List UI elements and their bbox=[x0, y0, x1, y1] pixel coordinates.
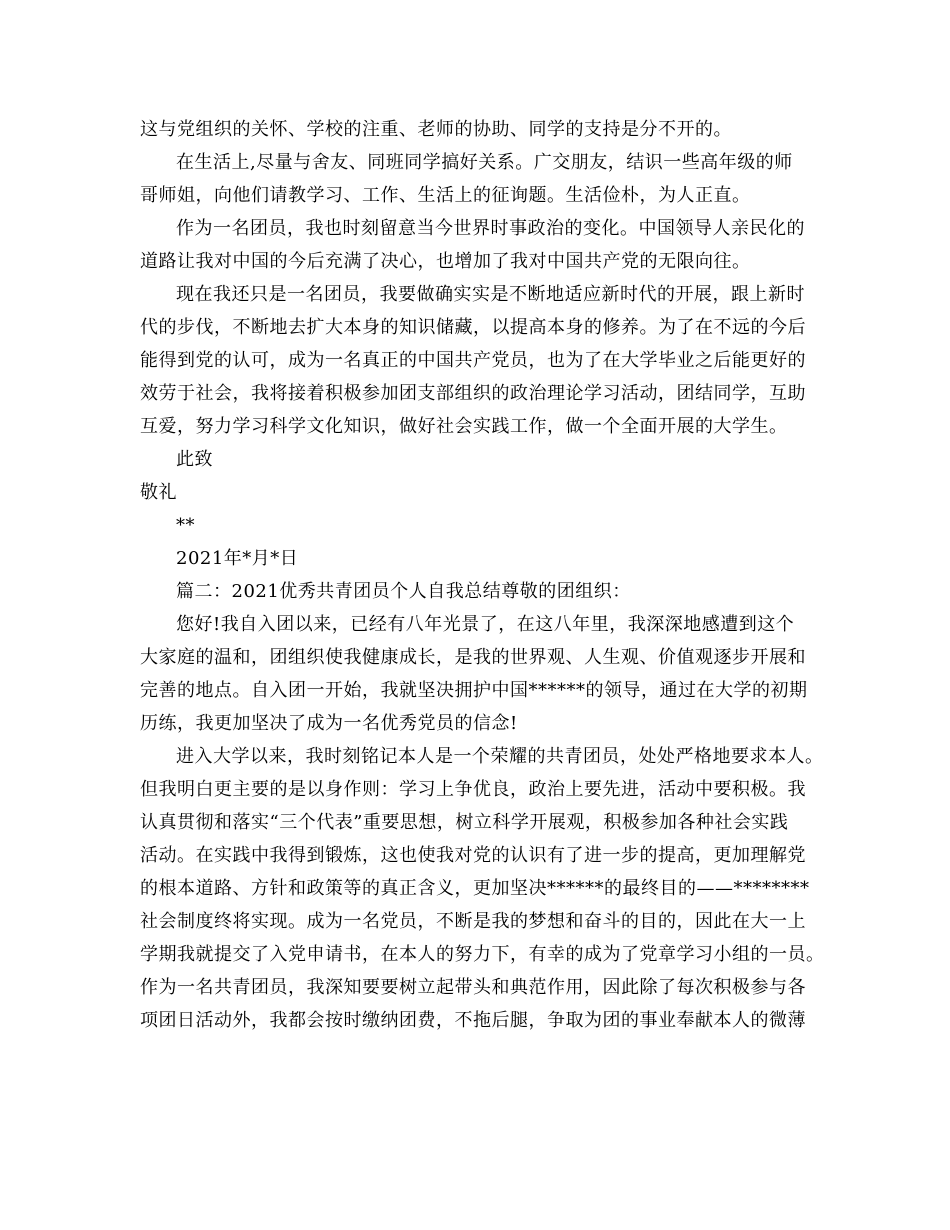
text-line: 此致 bbox=[176, 449, 213, 470]
text-line: 敬礼 bbox=[140, 482, 177, 503]
text-line: 的根本道路、方针和政策等的真正含义，更加坚决******的最终目的——******** bbox=[140, 878, 810, 899]
text-line: 代的步伐，不断地去扩大本身的知识储藏，以提高本身的修养。为了在不远的今后 bbox=[140, 317, 806, 338]
text-line: 篇二：2021优秀共青团员个人自我总结尊敬的团组织： bbox=[176, 581, 631, 602]
text-line: 哥师姐，向他们请教学习、工作、生活上的征询题。生活俭朴，为人正直。 bbox=[140, 185, 751, 206]
text-line: 您好!我自入团以来，已经有八年光景了，在这八年里，我深深地感遭到这个 bbox=[176, 614, 795, 635]
text-line: 活动。在实践中我得到锻炼，这也使我对党的认识有了进一步的提高，更加理解党 bbox=[140, 845, 806, 866]
text-line: 现在我还只是一名团员，我要做确实实是不断地适应新时代的开展，跟上新时 bbox=[176, 284, 805, 305]
text-line: ** bbox=[176, 515, 195, 536]
text-line: 能得到党的认可，成为一名真正的中国共产党员，也为了在大学毕业之后能更好的 bbox=[140, 350, 806, 371]
text-line: 2021年*月*日 bbox=[176, 548, 299, 569]
text-line: 效劳于社会，我将接着积极参加团支部组织的政治理论学习活动，团结同学，互助 bbox=[140, 383, 806, 404]
text-line: 历练，我更加坚决了成为一名优秀党员的信念! bbox=[140, 713, 518, 734]
text-line: 互爱，努力学习科学文化知识，做好社会实践工作，做一个全面开展的大学生。 bbox=[140, 416, 788, 437]
text-line: 但我明白更主要的是以身作则：学习上争优良，政治上要先进，活动中要积极。我 bbox=[140, 779, 806, 800]
text-line: 作为一名团员，我也时刻留意当今世界时事政治的变化。中国领导人亲民化的 bbox=[176, 218, 805, 239]
text-line: 完善的地点。自入团一开始，我就坚决拥护中国******的领导，通过在大学的初期 bbox=[140, 680, 808, 701]
document-body bbox=[140, 113, 830, 1037]
text-line: 社会制度终将实现。成为一名党员，不断是我的梦想和奋斗的目的，因此在大一上 bbox=[140, 911, 806, 932]
text-line: 项团日活动外，我都会按时缴纳团费，不拖后腿，争取为团的事业奉献本人的微薄 bbox=[140, 1010, 806, 1031]
text-line: 认真贯彻和落实“三个代表”重要思想，树立科学开展观，积极参加各种社会实践 bbox=[140, 812, 789, 833]
text-line: 道路让我对中国的今后充满了决心，也增加了我对中国共产党的无限向往。 bbox=[140, 251, 751, 272]
text-line: 学期我就提交了入党申请书，在本人的努力下，有幸的成为了党章学习小组的一员。 bbox=[140, 944, 825, 965]
text-line: 在生活上,尽量与舍友、同班同学搞好关系。广交朋友，结识一些高年级的师 bbox=[176, 152, 793, 173]
text-line: 大家庭的温和，团组织使我健康成长，是我的世界观、人生观、价值观逐步开展和 bbox=[140, 647, 806, 668]
text-line: 进入大学以来，我时刻铭记本人是一个荣耀的共青团员，处处严格地要求本人。 bbox=[176, 746, 824, 767]
text-line: 作为一名共青团员，我深知要要树立起带头和典范作用，因此除了每次积极参与各 bbox=[140, 977, 806, 998]
text-line: 这与党组织的关怀、学校的注重、老师的协助、同学的支持是分不开的。 bbox=[140, 119, 732, 140]
